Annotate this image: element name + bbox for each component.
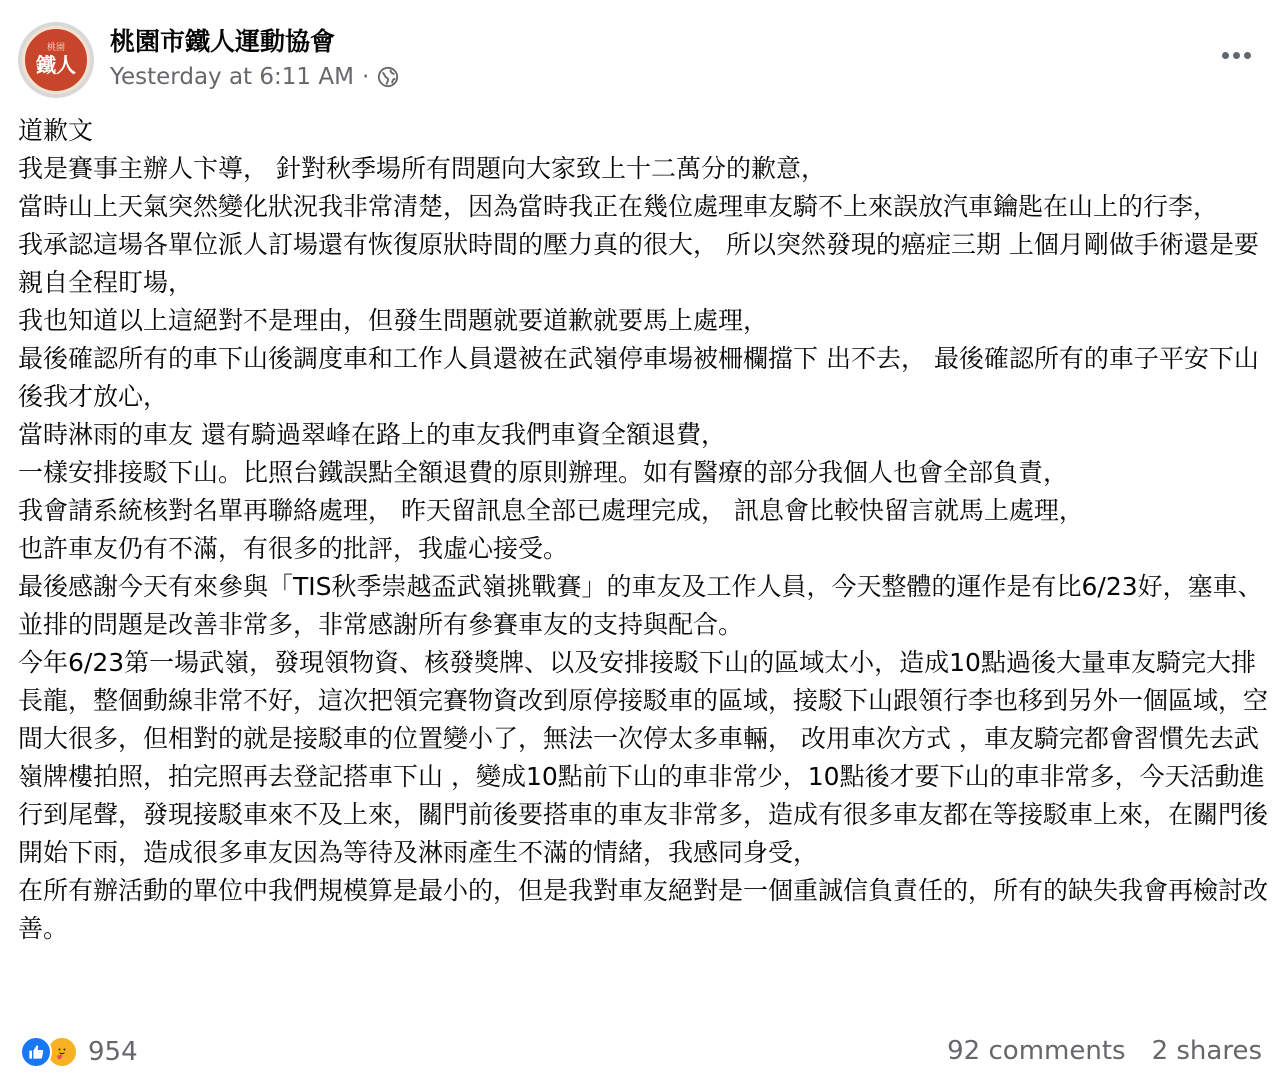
post-paragraph: 一樣安排接駁下山。比照台鐵誤點全額退費的原則辦理。如有醫療的部分我個人也會全部負責，: [18, 458, 1069, 487]
post-paragraph: 我會請系統核對名單再聯絡處理， 昨天留訊息全部已處理完成， 訊息會比較快留言就馬上處理，: [18, 496, 1084, 525]
post-body: [18, 112, 1268, 948]
avatar-logo-main-text: 鐵人: [36, 53, 76, 77]
post-paragraph: 當時山上天氣突然變化狀況我非常清楚，因為當時我正在幾位處理車友騎不上來誤放汽車鑰匙在山上的行李，: [18, 192, 1219, 221]
globe-icon[interactable]: [377, 66, 399, 88]
reaction-count: 954: [88, 1037, 138, 1067]
post-paragraph: 我也知道以上這絕對不是理由，但發生問題就要道歉就要馬上處理，: [18, 306, 769, 335]
page-name-link[interactable]: 桃園市鐵人運動協會: [110, 27, 336, 56]
post-paragraph: 我是賽事主辦人卞導， 針對秋季場所有問題向大家致上十二萬分的歉意，: [18, 154, 826, 183]
avatar-logo-top-text: 桃園: [46, 43, 65, 53]
post-paragraph: 最後感謝今天有來參與「TIS秋季崇越盃武嶺挑戰賽」的車友及工作人員，今天整體的運作是有比6/23好，塞車、並排的問題是改善非常多，非常感謝所有參賽車友的支持與配合。: [18, 572, 1263, 639]
post-paragraph: 今年6/23第一場武嶺，發現領物資、核發獎牌、以及安排接駁下山的區域太小，造成10點過後大量車友騎完大排長龍，整個動線非常不好，這次把領完賽物資改到原停接駁車的區域，接駁下山跟領行李也移到另外一個區域，空間大很多，但相對的就是接駁車的位置變小了，無法一次停太多車輛， 改用車次方式 ，車友騎完都會習慣先去武嶺牌樓拍照，拍完照再去登記搭車下山 ，變成10點前下山的車非常少，10點後才要下山的車非常多，今天活動進行到尾聲，發現接駁車來不及上來，關門前後要搭車的車友非常多，造成有很多車友都在等接駁車上來，在關門後開始下雨，造成很多車友因為等待及淋雨產生不滿的情緒，我感同身受，: [18, 648, 1269, 867]
post-paragraph: 最後確認所有的車下山後調度車和工作人員還被在武嶺停車場被柵欄擋下 出不去， 最後確認所有的車子平安下山後我才放心，: [18, 344, 1259, 411]
comments-count-link[interactable]: 92 comments: [947, 1036, 1126, 1066]
post-paragraph: 在所有辦活動的單位中我們規模算是最小的，但是我對車友絕對是一個重誠信負責任的，所有的缺失我會再檢討改善。: [18, 876, 1269, 943]
post-paragraph: 也許車友仍有不滿，有很多的批評，我虛心接受。: [18, 534, 569, 563]
more-options-button[interactable]: [1214, 40, 1258, 70]
more-dot-icon: [1222, 52, 1229, 59]
avatar-logo: [22, 26, 90, 94]
more-dot-icon: [1244, 52, 1251, 59]
like-icon: [20, 1036, 52, 1068]
post-paragraph: 當時淋雨的車友 還有騎過翠峰在路上的車友我們車資全額退費，: [18, 420, 726, 449]
avatar[interactable]: [18, 22, 94, 98]
post-stats: [947, 1036, 1262, 1066]
reactions-summary[interactable]: [20, 1036, 138, 1068]
post-timestamp[interactable]: Yesterday at 6:11 AM: [110, 64, 354, 90]
shares-count-link[interactable]: 2 shares: [1151, 1036, 1262, 1066]
post-header: [0, 0, 1280, 110]
meta-separator: ·: [361, 64, 370, 90]
post-footer: [0, 1032, 1280, 1076]
more-dot-icon: [1233, 52, 1240, 59]
post-paragraph: 道歉文: [18, 116, 94, 145]
post-paragraph: 我承認這場各單位派人訂場還有恢復原狀時間的壓力真的很大， 所以突然發現的癌症三期 上個月剛做手術還是要親自全程盯場，: [18, 230, 1259, 297]
post-meta: [110, 64, 399, 90]
